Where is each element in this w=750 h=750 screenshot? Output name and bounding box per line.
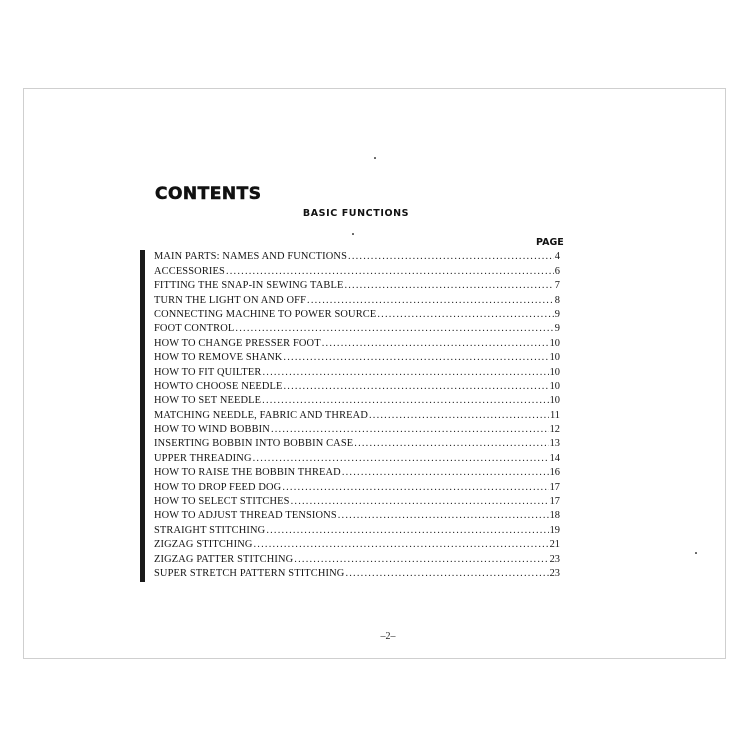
toc-entry-label: HOW TO CHANGE PRESSER FOOT [154,337,321,349]
toc-entry-label: ACCESSORIES [154,265,225,277]
toc-dot-leader [294,554,548,565]
toc-dot-leader [345,568,548,579]
toc-dot-leader [226,266,554,277]
toc-entry [144,363,560,377]
toc-entry [144,392,560,406]
scan-speck [695,552,697,554]
toc-entry-page: 7 [554,280,560,292]
toc-entry-page: 10 [549,337,560,349]
toc-entry [144,378,560,392]
toc-entry [144,550,560,564]
toc-entry [144,277,560,291]
toc-dot-leader [254,539,549,550]
toc-entry-label: HOW TO DROP FEED DOG [154,481,282,493]
toc-dot-leader [235,323,553,334]
scan-speck [374,157,376,159]
section-heading: BASIC FUNCTIONS [302,208,410,219]
toc-entry-label: ZIGZAG PATTER STITCHING [154,553,294,565]
toc-entry-label: CONNECTING MACHINE TO POWER SOURCE [154,308,377,320]
toc-entry-label: HOW TO FIT QUILTER [154,366,262,378]
toc-entry [144,507,560,521]
toc-entry-label: MAIN PARTS: NAMES AND FUNCTIONS [154,251,348,263]
toc-dot-leader [377,309,553,320]
toc-dot-leader [342,467,549,478]
toc-entry-label: SUPER STRETCH PATTERN STITCHING [154,567,345,579]
toc-dot-leader [307,295,554,306]
toc-entry-label: TURN THE LIGHT ON AND OFF [154,294,307,306]
toc-entry-label: FITTING THE SNAP-IN SEWING TABLE [154,280,344,292]
toc-entry [144,334,560,348]
toc-entry-page: 17 [549,496,560,508]
toc-entry-label: STRAIGHT STITCHING [154,524,266,536]
page-number: –2– [380,631,396,642]
toc-entry-page: 8 [554,294,560,306]
toc-entry-page: 4 [554,251,560,263]
toc-entry-label: HOWTO CHOOSE NEEDLE [154,380,283,392]
toc-entry [144,406,560,420]
toc-entry-page: 18 [549,510,560,522]
toc-dot-leader [348,251,554,262]
toc-entry-page: 16 [549,467,560,479]
toc-entry [144,536,560,550]
toc-entry-label: MATCHING NEEDLE, FABRIC AND THREAD [154,409,368,421]
toc-entry [144,320,560,334]
toc-entry-page: 10 [549,380,560,392]
toc-dot-leader [262,395,548,406]
toc-entry-page: 23 [549,567,560,579]
toc-entry-page: 11 [549,409,560,421]
toc-dot-leader [354,438,548,449]
toc-entry-page: 9 [554,308,560,320]
toc-entry-label: HOW TO SELECT STITCHES [154,496,290,508]
toc-entry [144,421,560,435]
toc-entry-label: HOW TO WIND BOBBIN [154,424,270,436]
toc-entry-page: 9 [554,323,560,335]
toc-entry-label: HOW TO RAISE THE BOBBIN THREAD [154,467,341,479]
scan-speck [352,233,354,235]
toc-dot-leader [369,410,549,421]
page-column-label: PAGE [536,237,564,248]
toc-entry-page: 10 [549,395,560,407]
toc-entry-label: HOW TO ADJUST THREAD TENSIONS [154,510,337,522]
toc-entry-label: HOW TO REMOVE SHANK [154,352,283,364]
toc-entry-page: 14 [549,452,560,464]
toc-dot-leader [253,453,549,464]
toc-entry [144,349,560,363]
toc-entry [144,435,560,449]
toc-entry-page: 23 [549,553,560,565]
toc-dot-leader [338,510,549,521]
toc-entry-page: 13 [549,438,560,450]
toc-entry [144,464,560,478]
toc-entry [144,306,560,320]
toc-entry-page: 17 [549,481,560,493]
toc-dot-leader [271,424,549,435]
toc-entry-page: 10 [549,366,560,378]
toc-dot-leader [262,367,548,378]
toc-entry-page: 21 [549,539,560,551]
toc-entry-page: 10 [549,352,560,364]
toc-entry-label: ZIGZAG STITCHING [154,539,253,551]
toc-dot-leader [284,381,549,392]
toc-entry [144,262,560,276]
toc-entry-page: 12 [549,424,560,436]
toc-entry [144,291,560,305]
toc-entry-label: HOW TO SET NEEDLE [154,395,262,407]
toc-entry-label: INSERTING BOBBIN INTO BOBBIN CASE [154,438,354,450]
contents-title: CONTENTS [155,184,262,204]
toc-entry-label: FOOT CONTROL [154,323,235,335]
toc-entry [144,449,560,463]
toc-dot-leader [266,525,548,536]
toc-entry-page: 19 [549,524,560,536]
toc-dot-leader [291,496,549,507]
toc-dot-leader [283,352,548,363]
toc-entry-label: UPPER THREADING [154,452,252,464]
toc-entry [144,478,560,492]
toc-dot-leader [322,338,549,349]
toc-entry [144,565,560,579]
table-of-contents [144,248,560,586]
toc-dot-leader [344,280,553,291]
toc-entry-page: 6 [554,265,560,277]
toc-entry [144,248,560,262]
toc-dot-leader [282,482,548,493]
toc-entry [144,521,560,535]
toc-entry [144,493,560,507]
